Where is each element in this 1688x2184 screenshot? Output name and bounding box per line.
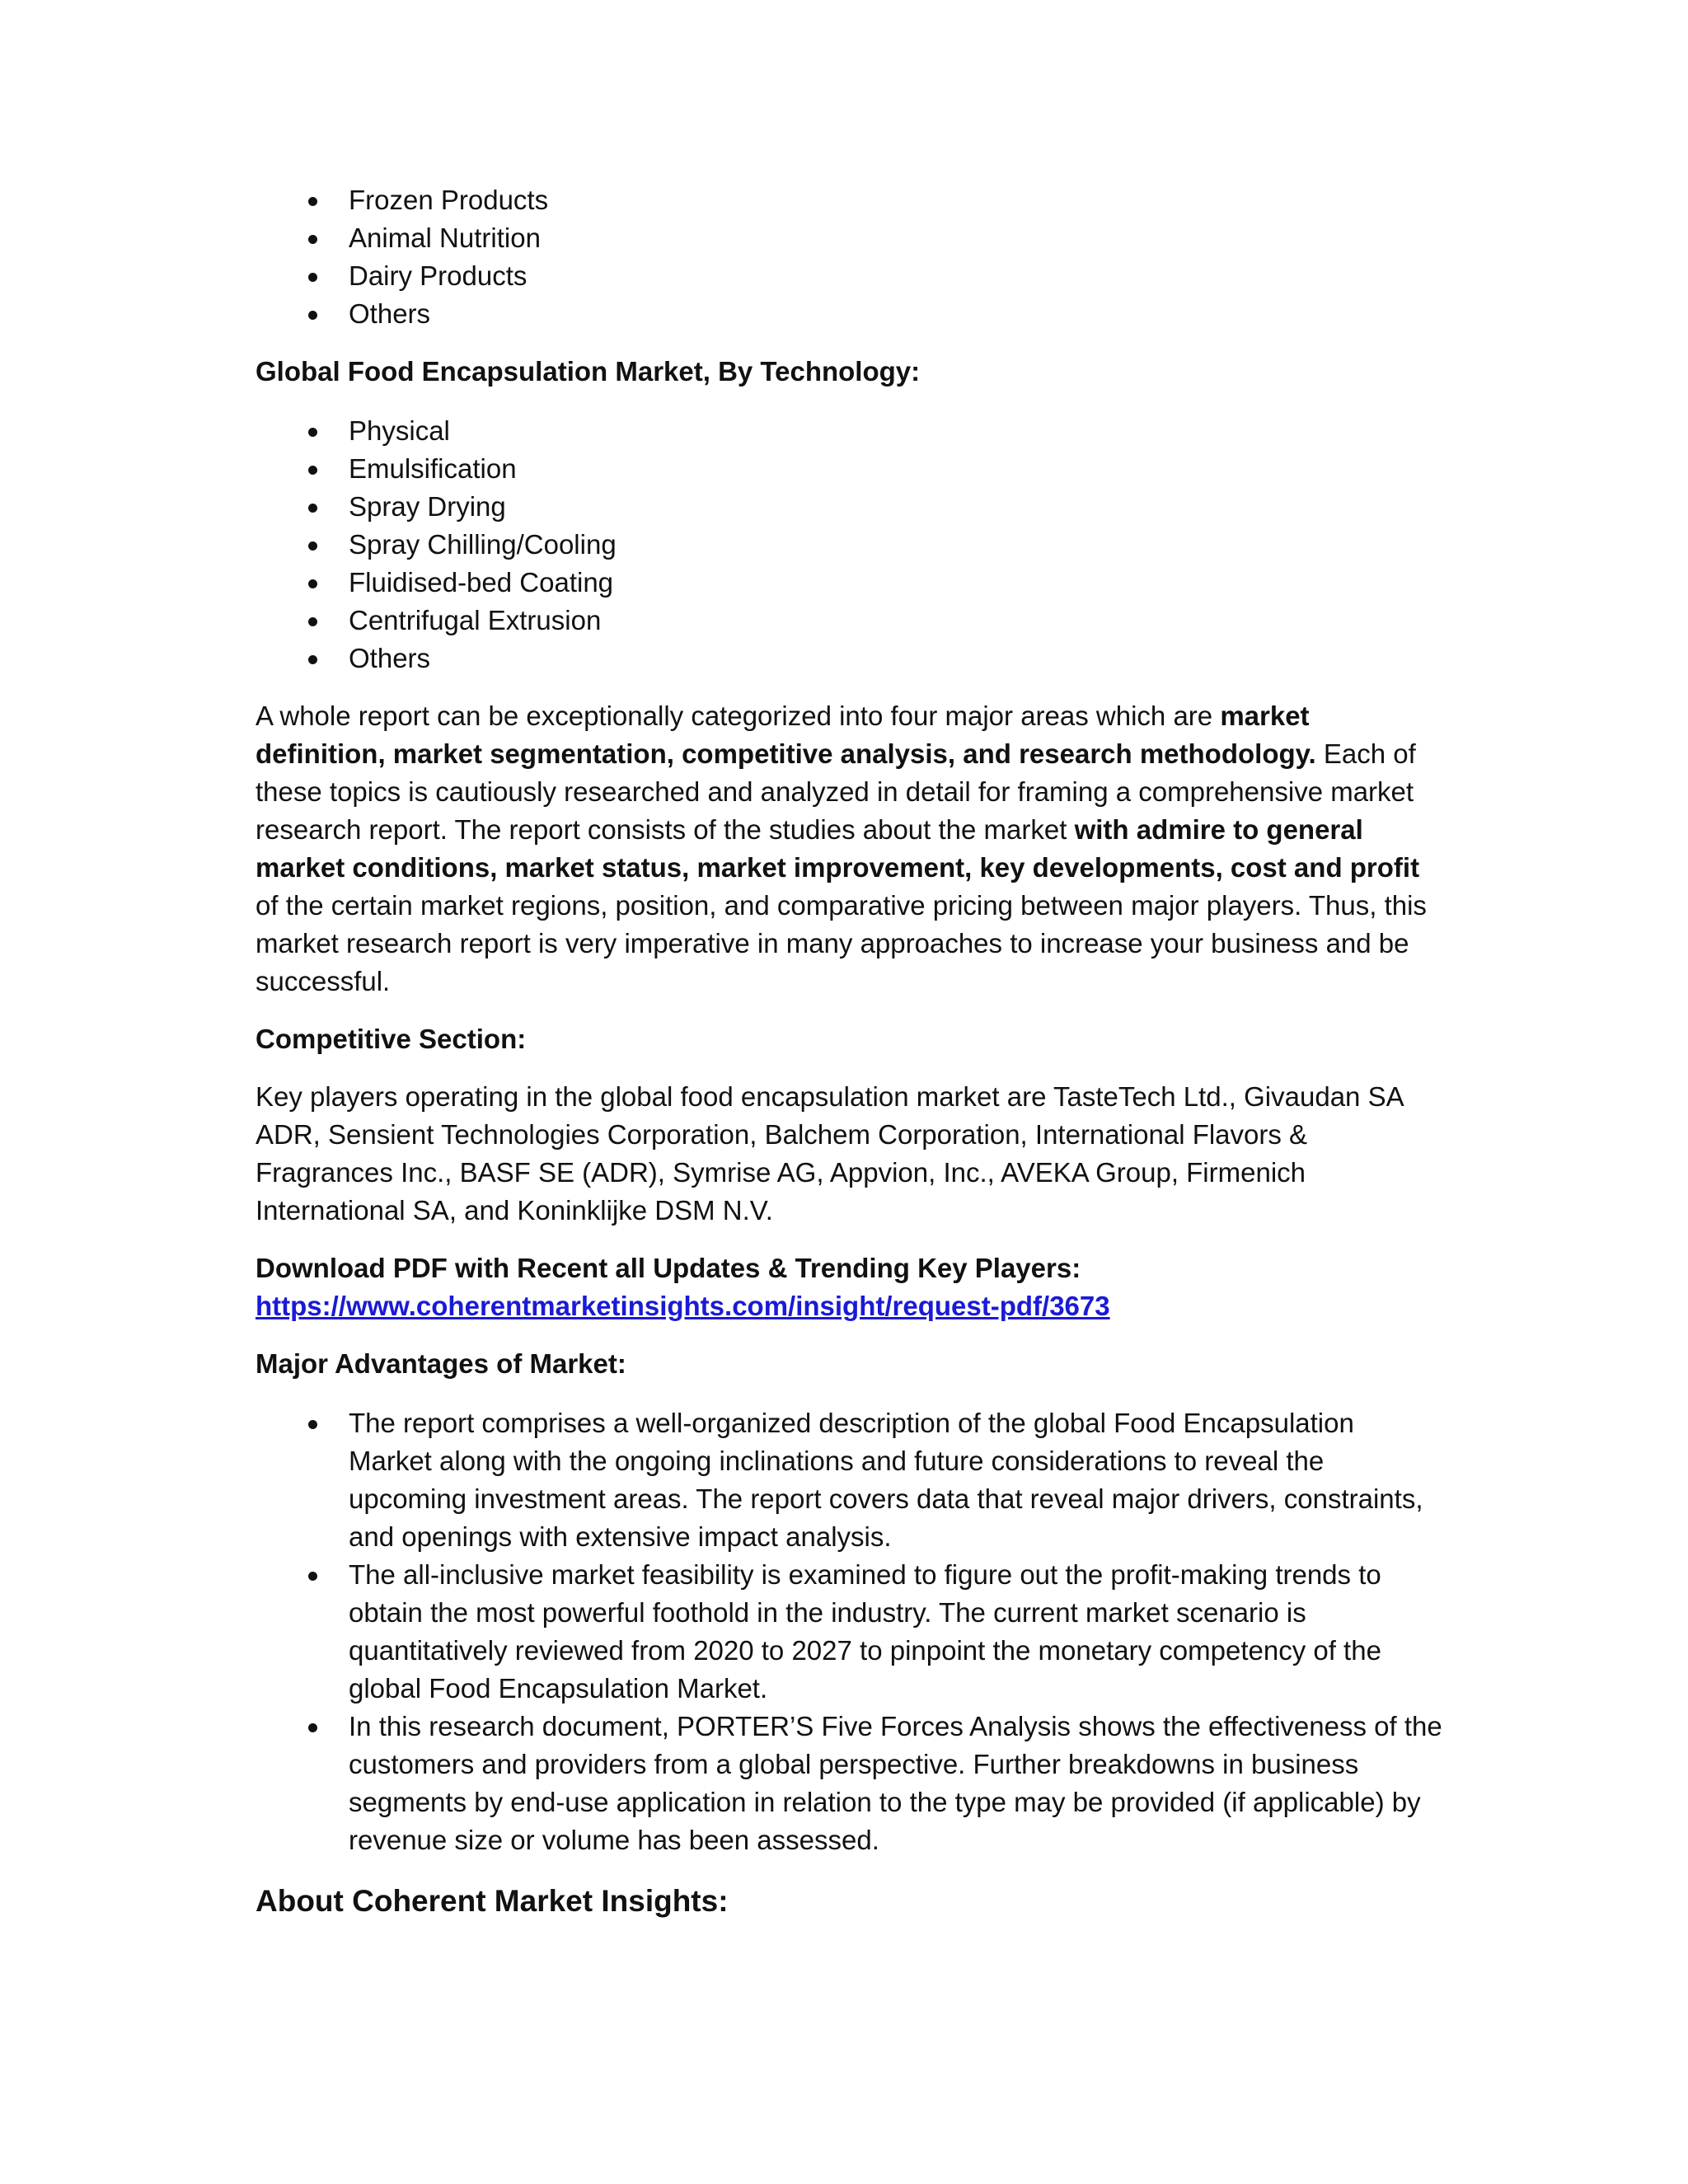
- bullet-icon: [308, 1723, 317, 1732]
- bullet-icon: [308, 273, 317, 282]
- advantages-list: [256, 1404, 1442, 1859]
- bullet-icon: [308, 311, 317, 320]
- bullet-icon: [308, 541, 317, 551]
- list-item: Fluidised-bed Coating: [256, 564, 1442, 602]
- bullet-icon: [308, 655, 317, 664]
- bullet-icon: [308, 197, 317, 206]
- list-item: Emulsification: [256, 450, 1442, 488]
- list-item: Others: [256, 295, 1442, 333]
- list-item: Frozen Products: [256, 181, 1442, 219]
- list-item: Dairy Products: [256, 257, 1442, 295]
- download-heading: Download PDF with Recent all Updates & Trending Key Players:: [256, 1253, 1081, 1283]
- list-item: Centrifugal Extrusion: [256, 602, 1442, 640]
- list-item: The all-inclusive market feasibility is examined to figure out the profit-making trends to obtain the most powerful foothold in the industry. The current market scenario is quantitatively reviewed from 2020 to 2027 to pinpoint the monetary competency of the global Food Encapsulation Market.: [256, 1556, 1442, 1708]
- document-page: [256, 181, 1442, 1922]
- download-pdf-link[interactable]: https://www.coherentmarketinsights.com/insight/request-pdf/3673: [256, 1291, 1110, 1321]
- key-players-paragraph: Key players operating in the global food encapsulation market are TasteTech Ltd., Givaudan SA ADR, Sensient Technologies Corporation, Balchem Corporation, International Flavors & Fragrances Inc., BASF SE (ADR), Symrise AG, Appvion, Inc., AVEKA Group, Firmenich International SA, and Koninklijke DSM N.V.: [256, 1081, 1403, 1226]
- bullet-icon: [308, 504, 317, 513]
- report-areas-bold: market definition, market segmentation, competitive analysis, and research methodology.: [256, 701, 1316, 769]
- list-item: The report comprises a well-organized description of the global Food Encapsulation Market along with the ongoing inclinations and future considerations to reveal the upcoming investment areas. The report covers data that reveal major drivers, constraints, and openings with extensive impact analysis.: [256, 1404, 1442, 1556]
- list-item: Others: [256, 640, 1442, 677]
- download-link-line: [256, 1287, 1442, 1325]
- list-item: Physical: [256, 412, 1442, 450]
- list-item: Spray Chilling/Cooling: [256, 526, 1442, 564]
- application-list: [256, 181, 1442, 333]
- bullet-icon: [308, 235, 317, 244]
- report-conditions-bold: with admire to general market conditions, market status, market improvement, key developments, cost and profit: [256, 814, 1420, 883]
- bullet-icon: [308, 1572, 317, 1581]
- bullet-icon: [308, 1420, 317, 1429]
- competitive-heading: Competitive Section:: [256, 1024, 527, 1054]
- bullet-icon: [308, 579, 317, 588]
- list-item: In this research document, PORTER’S Five Forces Analysis shows the effectiveness of the customers and providers from a global perspective. Further breakdowns in business segments by end-use application in relation to the type may be provided (if applicable) by revenue size or volume has been assessed.: [256, 1708, 1442, 1859]
- list-item: Spray Drying: [256, 488, 1442, 526]
- about-heading: About Coherent Market Insights:: [256, 1884, 729, 1918]
- list-item: Animal Nutrition: [256, 219, 1442, 257]
- bullet-icon: [308, 428, 317, 437]
- report-overview-paragraph: A whole report can be exceptionally categorized into four major areas which are market definition, market segmentation, competitive analysis, and research methodology. Each of these topics is cautiously researched and analyzed in detail for framing a comprehensive market research report. The report consists of the studies about the market with admire to general market conditions, market status, market improvement, key developments, cost and profit of the certain market regions, position, and comparative pricing between major players. Thus, this market research report is very imperative in many approaches to increase your business and be successful.: [256, 701, 1427, 996]
- advantages-heading: Major Advantages of Market:: [256, 1348, 626, 1379]
- bullet-icon: [308, 466, 317, 475]
- technology-list: [256, 412, 1442, 677]
- bullet-icon: [308, 617, 317, 626]
- technology-heading: Global Food Encapsulation Market, By Technology:: [256, 356, 921, 387]
